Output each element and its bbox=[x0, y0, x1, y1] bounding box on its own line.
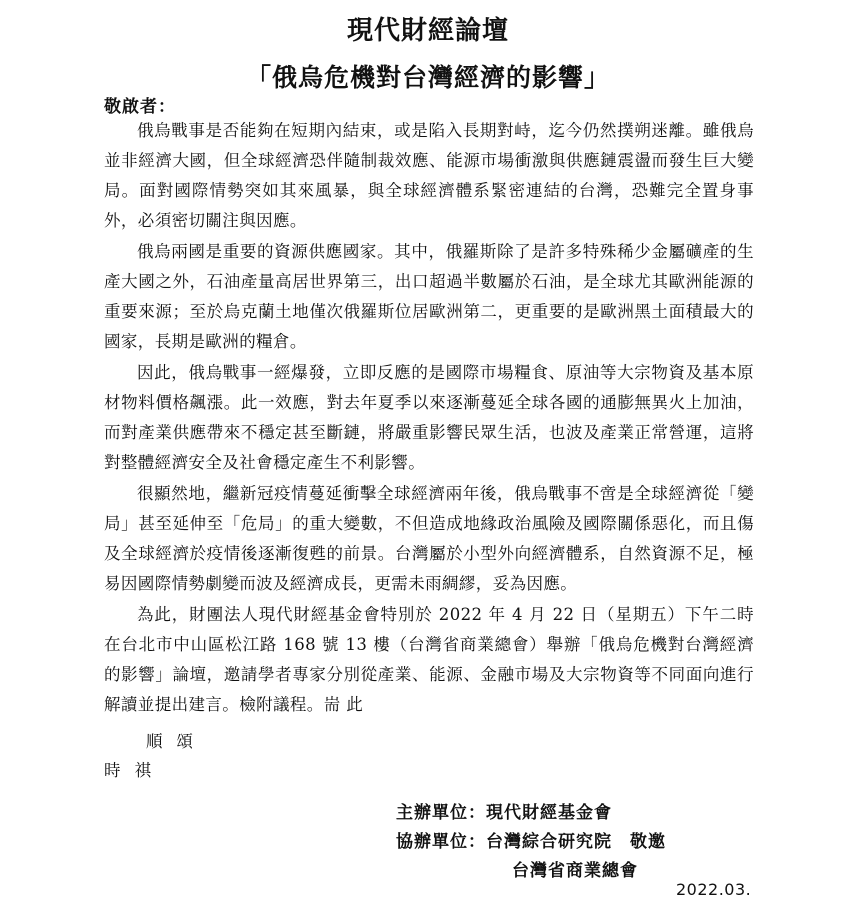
document-date: 2022.03. bbox=[676, 880, 752, 899]
closing-line-2: 時祺 bbox=[104, 761, 165, 780]
forum-subtitle: 「俄烏危機對台灣經濟的影響」 bbox=[245, 63, 610, 92]
paragraph-3: 因此，俄烏戰事一經爆發，立即反應的是國際市場糧食、原油等大宗物資及基本原材物料價格飆漲。此一效應，對去年夏季以來逐漸蔓延全球各國的通膨無異火上加油，而對產業供應帶來不穩定甚至斷鏈，將嚴重影響民眾生活，也波及產業正常營運，這將對整體經濟安全及社會穩定產生不利影響。 bbox=[104, 363, 754, 472]
paragraph-2: 俄烏兩國是重要的資源供應國家。其中，俄羅斯除了是許多特殊稀少金屬礦產的生產大國之外，石油產量高居世界第三，出口超過半數屬於石油，是全球尤其歐洲能源的重要來源；至於烏克蘭土地僅次俄羅斯位居歐洲第二，更重要的是歐洲黑土面積最大的國家，長期是歐洲的糧倉。 bbox=[104, 242, 754, 351]
paragraph-5: 為此，財團法人現代財經基金會特別於 2022 年 4 月 22 日（星期五）下午二時在台北市中山區松江路 168 號 13 樓（台灣省商業總會）舉辦「俄烏危機對台灣經濟的影響」論壇，邀請學者專家分別從產業、能源、金融市場及大宗物資等不同面向進行解讀並提出建言。檢附議程。耑 此 bbox=[104, 605, 754, 714]
co-organizer-line: 協辦單位：台灣綜合研究院 敬邀 bbox=[396, 832, 666, 852]
co-organizer-line-2: 台灣省商業總會 bbox=[512, 861, 638, 881]
paragraph-1: 俄烏戰事是否能夠在短期內結束，或是陷入長期對峙，迄今仍然撲朔迷離。雖俄烏並非經濟大國，但全球經濟恐伴隨制裁效應、能源市場衝激與供應鏈震盪而發生巨大變局。面對國際情勢突如其來風暴，與全球經濟體系緊密連結的台灣，恐難完全置身事外，必須密切關注與因應。 bbox=[104, 121, 754, 230]
paragraph-4: 很顯然地，繼新冠疫情蔓延衝擊全球經濟兩年後，俄烏戰事不啻是全球經濟從「變局」甚至延伸至「危局」的重大變數，不但造成地緣政治風險及國際關係惡化，而且傷及全球經濟於疫情後逐漸復甦的前景。台灣屬於小型外向經濟體系，自然資源不足，極易因國際情勢劇變而波及經濟成長，更需未雨綢繆，妥為因應。 bbox=[104, 484, 754, 593]
salutation: 敬啟者： bbox=[104, 97, 176, 117]
closing-line-1: 順頌 bbox=[146, 732, 207, 751]
document-title: 現代財經論壇 bbox=[346, 16, 509, 46]
organizer-line: 主辦單位：現代財經基金會 bbox=[396, 803, 612, 823]
